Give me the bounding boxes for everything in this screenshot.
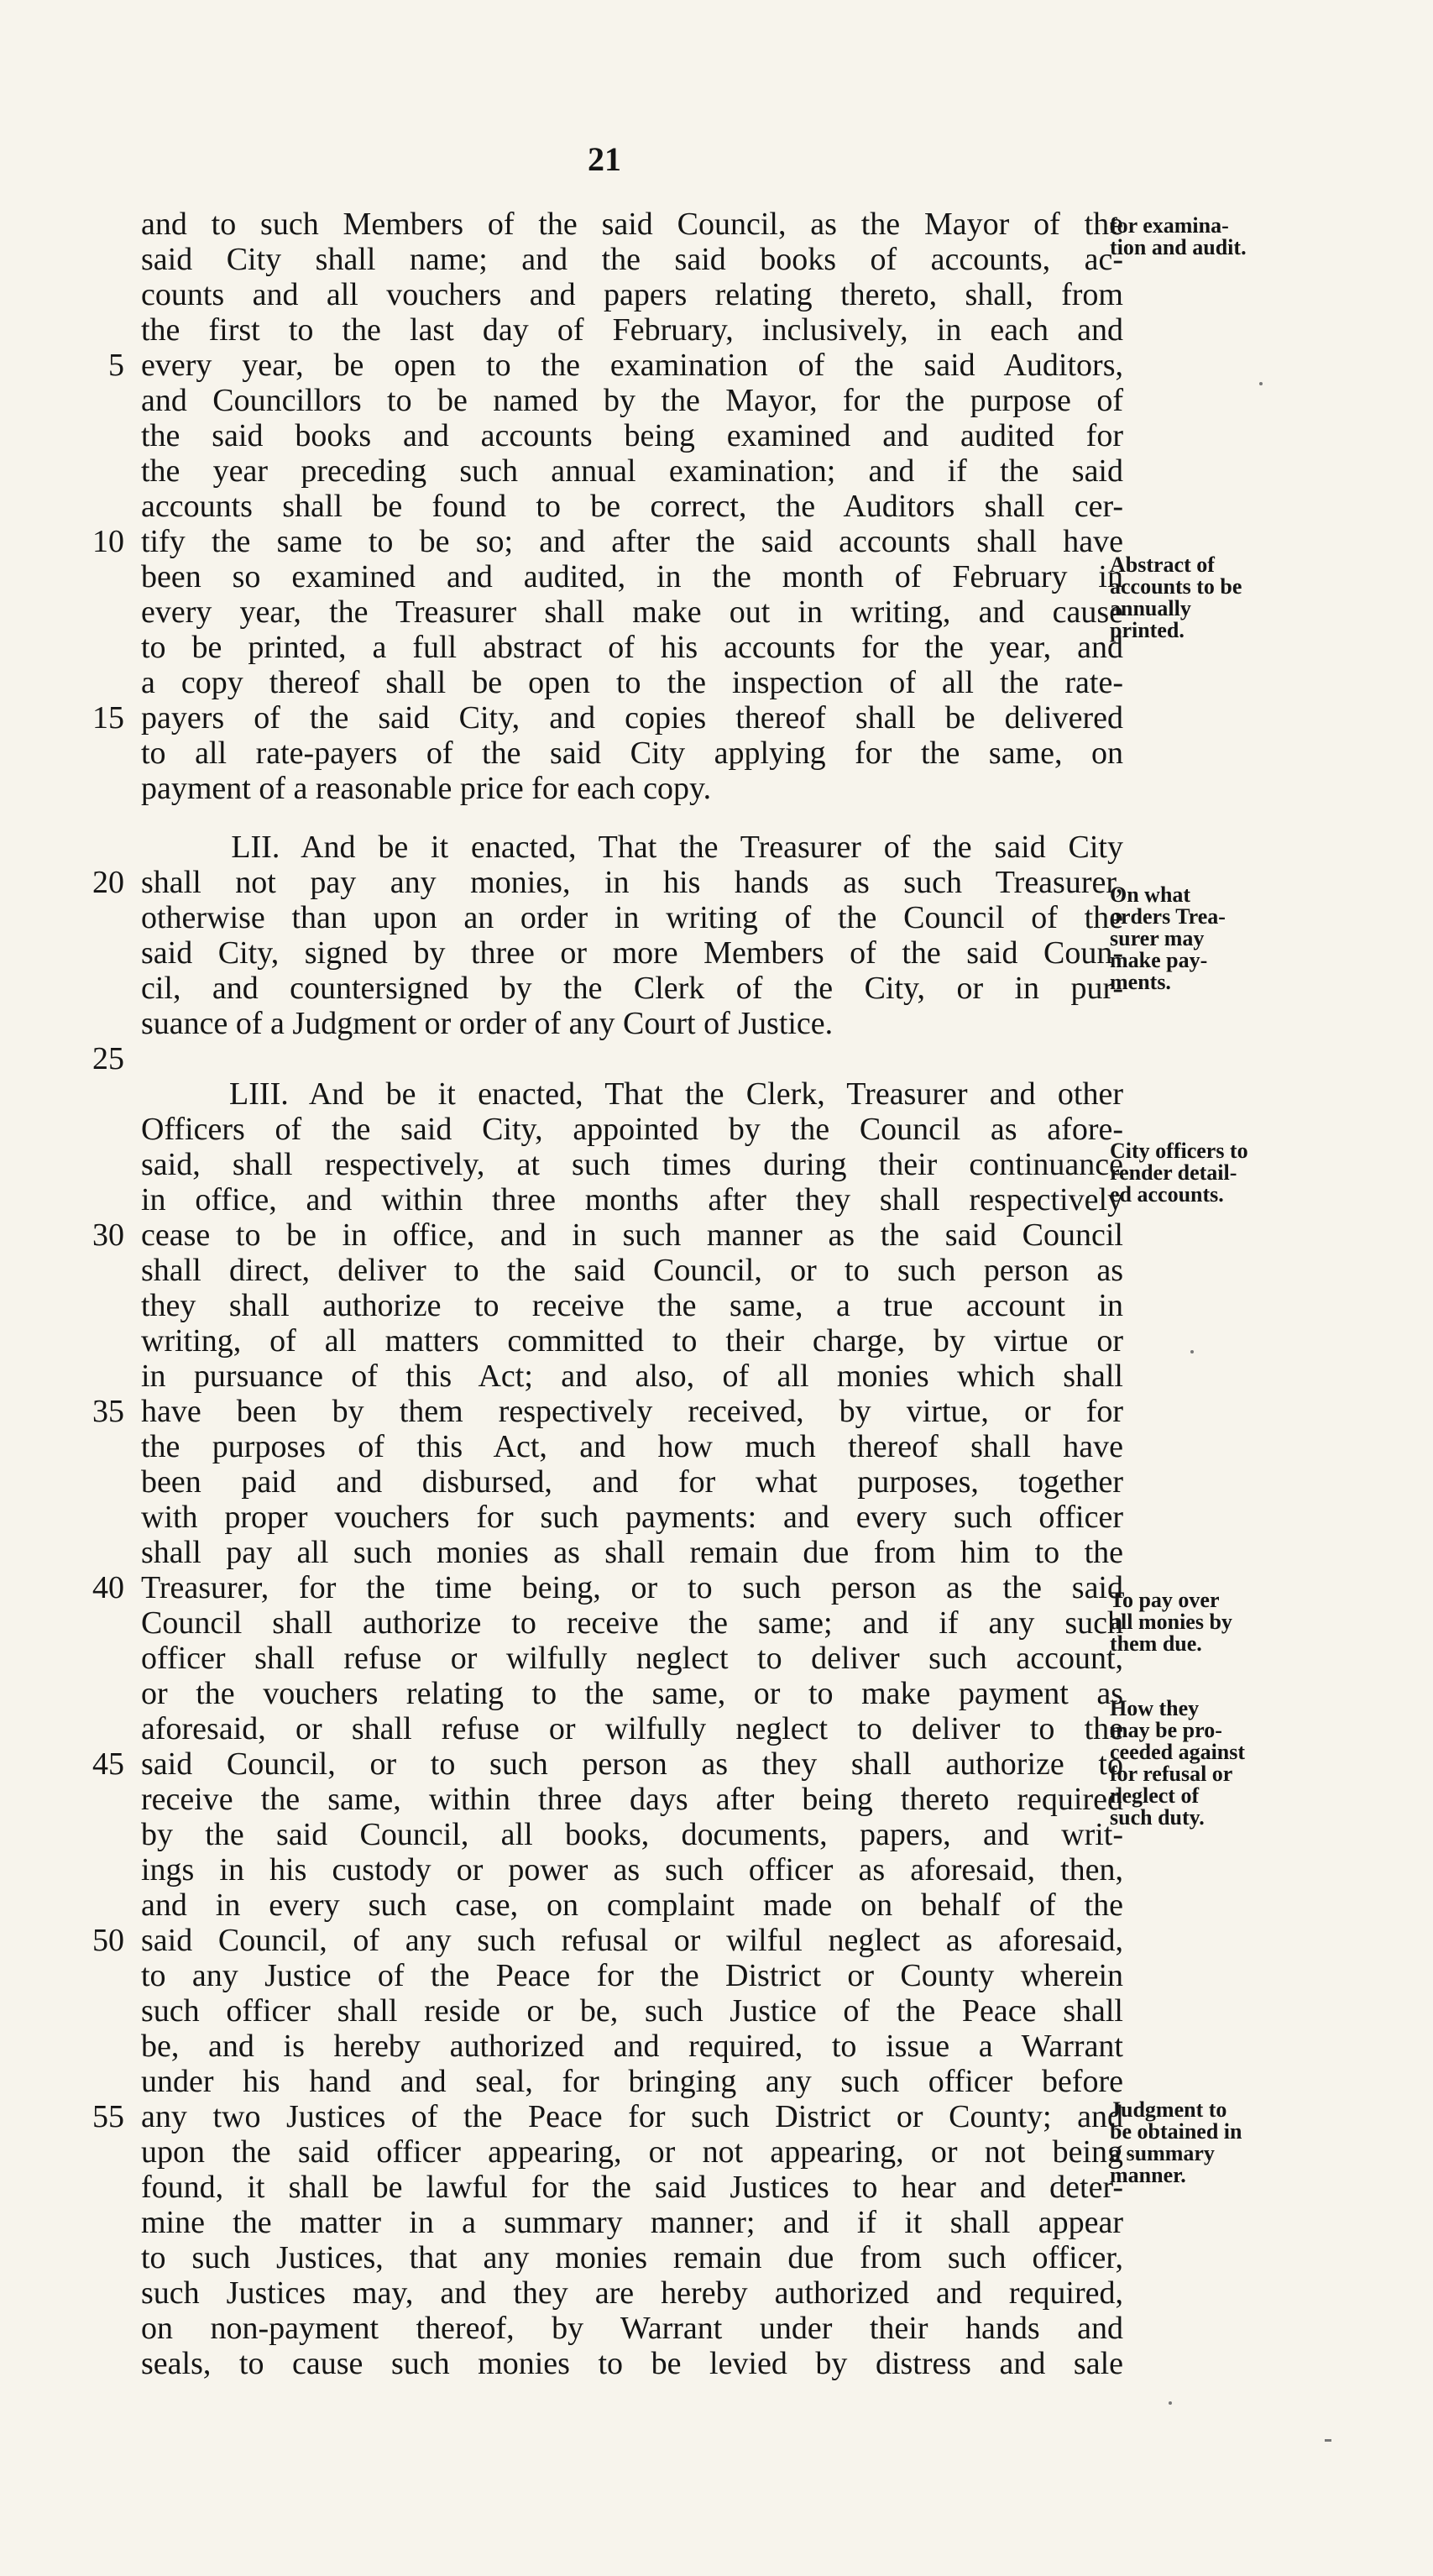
margin-note-line: accounts to be <box>1110 574 1242 599</box>
line-text: said City shall name; and the said books of accounts, ac- <box>141 242 1123 277</box>
line-text: shall direct, deliver to the said Council, or to such person as <box>141 1253 1123 1288</box>
text-line <box>34 1958 1142 1993</box>
line-text: LIII. And be it enacted, That the Clerk, Treasurer and other <box>141 1076 1123 1112</box>
text-line <box>34 2311 1142 2346</box>
line-number: 15 <box>92 700 124 736</box>
text-line <box>34 1006 1142 1041</box>
margin-note-line: for refusal or <box>1110 1762 1233 1786</box>
text-line <box>34 1817 1142 1852</box>
line-text: by the said Council, all books, documents, papers, and writ- <box>141 1817 1123 1852</box>
line-text: suance of a Judgment or order of any Court of Justice. <box>141 1006 834 1041</box>
line-text: mine the matter in a summary manner; and if it shall appear <box>141 2205 1123 2240</box>
text-line <box>34 1323 1142 1359</box>
line-text: otherwise than upon an order in writing of the Council of the <box>141 900 1123 935</box>
line-text: and to such Members of the said Council, as the Mayor of the <box>141 207 1123 242</box>
text-line <box>34 1253 1142 1288</box>
body-text <box>34 207 1142 2381</box>
line-text: payment of a reasonable price for each copy. <box>141 771 712 806</box>
text-line <box>34 1112 1142 1147</box>
text-line <box>34 2275 1142 2311</box>
text-line <box>34 1288 1142 1323</box>
text-line <box>34 1570 1142 1605</box>
line-text: on non-payment thereof, by Warrant under their hands and <box>141 2311 1123 2346</box>
line-number: 55 <box>92 2099 124 2134</box>
margin-note-line: City officers to <box>1110 1139 1248 1163</box>
margin-note-line: neglect of <box>1110 1783 1200 1808</box>
line-text: be, and is hereby authorized and required, to issue a Warrant <box>141 2029 1123 2064</box>
line-text: seals, to cause such monies to be levied by distress and sale <box>141 2346 1123 2381</box>
margin-note-line: ed accounts. <box>1110 1182 1224 1207</box>
margin-note-line: To pay over <box>1110 1588 1220 1612</box>
text-line <box>34 1852 1142 1887</box>
line-text: found, it shall be lawful for the said Justices to hear and deter- <box>141 2170 1123 2205</box>
line-text: writing, of all matters committed to their charge, by virtue or <box>141 1323 1123 1359</box>
line-number: 50 <box>92 1923 124 1958</box>
margin-note-line: all monies by <box>1110 1610 1232 1634</box>
line-text: any two Justices of the Peace for such District or County; and <box>141 2099 1123 2134</box>
line-text: and in every such case, on complaint made on behalf of the <box>141 1887 1123 1923</box>
margin-note-line: them due. <box>1110 1631 1202 1656</box>
text-line <box>34 559 1142 594</box>
line-number: 5 <box>108 348 124 383</box>
text-line <box>34 348 1142 383</box>
text-line <box>34 935 1142 971</box>
line-text: been paid and disbursed, and for what purposes, together <box>141 1464 1123 1500</box>
text-line <box>34 830 1142 865</box>
text-line <box>34 1923 1142 1958</box>
line-text: Treasurer, for the time being, or to such person as the said <box>141 1570 1123 1605</box>
line-number: 40 <box>92 1570 124 1605</box>
line-text: upon the said officer appearing, or not appearing, or not being <box>141 2134 1123 2170</box>
line-text: and Councillors to be named by the Mayor, for the purpose of <box>141 383 1123 418</box>
line-text: ings in his custody or power as such officer as aforesaid, then, <box>141 1852 1123 1887</box>
page-number: 21 <box>588 140 621 178</box>
text-line <box>34 736 1142 771</box>
text-line <box>34 700 1142 736</box>
text-line <box>34 1782 1142 1817</box>
line-text: accounts shall be found to be correct, the Auditors shall cer- <box>141 489 1123 524</box>
margin-note-line: surer may <box>1110 926 1205 950</box>
paper-speck <box>1190 1350 1194 1353</box>
text-line <box>34 2029 1142 2064</box>
paper-speck <box>1259 382 1263 385</box>
line-number: 30 <box>92 1217 124 1253</box>
line-text: in office, and within three months after they shall respectively <box>141 1182 1123 1217</box>
text-line <box>34 1641 1142 1676</box>
text-line <box>34 594 1142 630</box>
line-text: under his hand and seal, for bringing any such officer before <box>141 2064 1123 2099</box>
line-text: officer shall refuse or wilfully neglect to deliver such account, <box>141 1641 1123 1676</box>
line-text: LII. And be it enacted, That the Treasurer of the said City <box>141 830 1123 865</box>
line-text: to such Justices, that any monies remain due from such officer, <box>141 2240 1123 2275</box>
line-text: aforesaid, or shall refuse or wilfully neglect to deliver to the <box>141 1711 1123 1746</box>
text-line <box>34 1500 1142 1535</box>
text-line <box>34 2134 1142 2170</box>
text-line <box>34 489 1142 524</box>
line-text: such Justices may, and they are hereby authorized and required, <box>141 2275 1123 2311</box>
text-line <box>34 2064 1142 2099</box>
text-line <box>34 1746 1142 1782</box>
text-line <box>34 1429 1142 1464</box>
margin-note-line: Judgment to <box>1110 2097 1227 2122</box>
text-line <box>34 242 1142 277</box>
text-line <box>34 1394 1142 1429</box>
margin-note-line: may be pro- <box>1110 1718 1222 1742</box>
margin-note-line: Abstract of <box>1110 552 1215 577</box>
line-text: every year, the Treasurer shall make out in writing, and cause <box>141 594 1123 630</box>
text-line <box>34 865 1142 900</box>
line-text: receive the same, within three days after being thereto required <box>141 1782 1123 1817</box>
margin-note-line: tion and audit. <box>1110 235 1247 259</box>
text-line <box>34 1217 1142 1253</box>
margin-note-line: manner. <box>1110 2163 1186 2187</box>
margin-note-line: be obtained in <box>1110 2119 1242 2144</box>
line-text: said, shall respectively, at such times during their continuance <box>141 1147 1123 1182</box>
text-line <box>34 971 1142 1006</box>
line-text: cil, and countersigned by the Clerk of the City, or in pur- <box>141 971 1123 1006</box>
line-text: a copy thereof shall be open to the inspection of all the rate- <box>141 665 1123 700</box>
text-line <box>34 1711 1142 1746</box>
line-text: to be printed, a full abstract of his accounts for the year, and <box>141 630 1123 665</box>
margin-note-line: orders Trea- <box>1110 904 1226 929</box>
line-text: Officers of the said City, appointed by the Council as afore- <box>141 1112 1123 1147</box>
margin-note-line: a summary <box>1110 2141 1215 2165</box>
text-line <box>34 900 1142 935</box>
line-text: said Council, of any such refusal or wilful neglect as aforesaid, <box>141 1923 1123 1958</box>
text-line <box>34 1076 1142 1112</box>
line-text: counts and all vouchers and papers relating thereto, shall, from <box>141 277 1123 312</box>
line-number: 10 <box>92 524 124 559</box>
margin-note <box>1110 554 1286 641</box>
text-line <box>34 665 1142 700</box>
line-text: to all rate-payers of the said City applying for the same, on <box>141 736 1123 771</box>
line-text: they shall authorize to receive the same, a true account in <box>141 1288 1123 1323</box>
text-line <box>34 2205 1142 2240</box>
margin-note-line: On what <box>1110 882 1191 907</box>
line-text: payers of the said City, and copies thereof shall be delivered <box>141 700 1123 736</box>
margin-note-line: ceeded against <box>1110 1740 1246 1764</box>
text-line <box>34 524 1142 559</box>
line-text: with proper vouchers for such payments: and every such officer <box>141 1500 1123 1535</box>
line-text: the said books and accounts being examined and audited for <box>141 418 1123 453</box>
line-number: 35 <box>92 1394 124 1429</box>
text-line <box>34 1887 1142 1923</box>
margin-note <box>1110 1698 1286 1829</box>
text-line <box>34 2240 1142 2275</box>
line-text: have been by them respectively received, by virtue, or for <box>141 1394 1123 1429</box>
line-text: or the vouchers relating to the same, or to make payment as <box>141 1676 1123 1711</box>
text-line <box>34 771 1142 806</box>
line-text: Council shall authorize to receive the same; and if any such <box>141 1605 1123 1641</box>
margin-note-line: ments. <box>1110 970 1171 994</box>
text-line <box>34 2170 1142 2205</box>
margin-note <box>1110 1589 1286 1655</box>
text-line <box>34 1359 1142 1394</box>
text-line <box>34 1605 1142 1641</box>
line-number: 25 <box>92 1041 124 1076</box>
line-text: in pursuance of this Act; and also, of all monies which shall <box>141 1359 1123 1394</box>
line-text: shall pay all such monies as shall remain due from him to the <box>141 1535 1123 1570</box>
text-line <box>34 2346 1142 2381</box>
margin-note-line: How they <box>1110 1696 1200 1720</box>
text-line <box>34 1464 1142 1500</box>
line-text: every year, be open to the examination of the said Auditors, <box>141 348 1123 383</box>
line-number: 20 <box>92 865 124 900</box>
line-number: 45 <box>92 1746 124 1782</box>
paper-speck <box>1169 2401 1172 2405</box>
margin-note-line: make pay- <box>1110 948 1208 972</box>
line-text: to any Justice of the Peace for the District or County wherein <box>141 1958 1123 1993</box>
line-text: the first to the last day of February, inclusively, in each and <box>141 312 1123 348</box>
line-text: the purposes of this Act, and how much thereof shall have <box>141 1429 1123 1464</box>
text-line <box>34 806 1142 830</box>
line-text: said City, signed by three or more Members of the said Coun- <box>141 935 1123 971</box>
line-text: been so examined and audited, in the month of February in <box>141 559 1123 594</box>
margin-note <box>1110 215 1286 259</box>
line-text: cease to be in office, and in such manner as the said Council <box>141 1217 1123 1253</box>
line-text: shall not pay any monies, in his hands as such Treasurer, <box>141 865 1123 900</box>
text-line <box>34 1535 1142 1570</box>
text-line <box>34 312 1142 348</box>
margin-note-line: such duty. <box>1110 1805 1205 1830</box>
line-text: the year preceding such annual examination; and if the said <box>141 453 1123 489</box>
text-line <box>34 630 1142 665</box>
margin-note-line: render detail- <box>1110 1160 1237 1185</box>
text-line <box>34 207 1142 242</box>
margin-note <box>1110 1140 1286 1206</box>
margin-note <box>1110 884 1286 993</box>
margin-note-line: annually <box>1110 596 1191 620</box>
line-text: such officer shall reside or be, such Justice of the Peace shall <box>141 1993 1123 2029</box>
text-line <box>34 2099 1142 2134</box>
text-line <box>34 1993 1142 2029</box>
text-line <box>34 453 1142 489</box>
text-line <box>34 1182 1142 1217</box>
text-line <box>34 1041 1142 1076</box>
line-text: tify the same to be so; and after the said accounts shall have <box>141 524 1123 559</box>
text-line <box>34 277 1142 312</box>
text-line <box>34 383 1142 418</box>
margin-note-line: printed. <box>1110 618 1185 642</box>
text-line <box>34 418 1142 453</box>
line-text: said Council, or to such person as they shall authorize to <box>141 1746 1123 1782</box>
text-line <box>34 1147 1142 1182</box>
margin-note <box>1110 2099 1286 2186</box>
paper-speck <box>1325 2439 1331 2442</box>
text-line <box>34 1676 1142 1711</box>
margin-note-line: for examina- <box>1110 213 1229 238</box>
